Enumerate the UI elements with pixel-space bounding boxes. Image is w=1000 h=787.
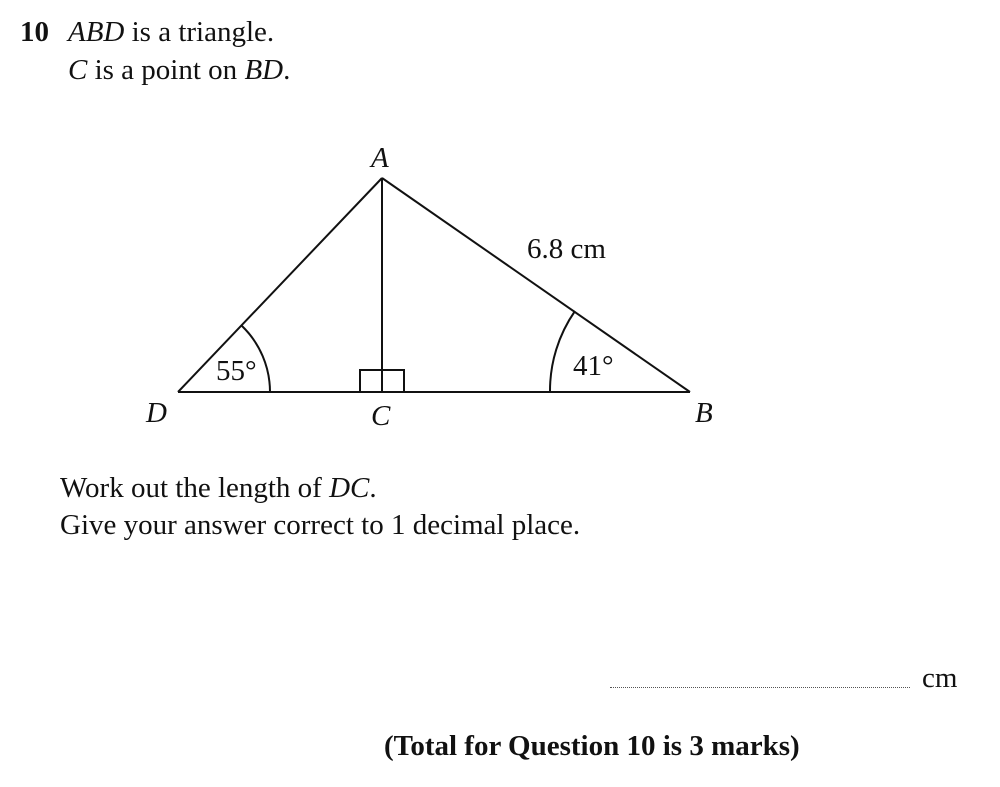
intro-text-2: is a point on [87, 54, 245, 86]
answer-line[interactable] [610, 687, 910, 688]
intro-text-1: is a triangle. [124, 16, 275, 48]
triangle-name: ABD [68, 16, 125, 48]
point-name: C [68, 54, 88, 86]
segment-name: BD [244, 54, 284, 86]
vertex-label-B: B [695, 397, 713, 429]
vertex-label-A: A [371, 142, 389, 174]
question-number: 10 [20, 16, 49, 48]
task-line-2: Give your answer correct to 1 decimal place. [60, 509, 581, 541]
side-AD [178, 178, 382, 392]
side-length-label: 6.8 cm [527, 233, 606, 265]
angle-label-D: 55° [216, 355, 257, 387]
vertex-label-D: D [146, 397, 167, 429]
side-AB [382, 178, 690, 392]
intro-end-2: . [283, 54, 291, 86]
angle-arc-B [550, 311, 575, 392]
answer-unit: cm [922, 662, 958, 694]
task-text-1: Work out the length of [60, 472, 330, 504]
angle-label-B: 41° [573, 350, 614, 382]
task-line-1 [60, 470, 377, 507]
task-end-1: . [369, 472, 377, 504]
total-marks: (Total for Question 10 is 3 marks) [384, 730, 800, 762]
task-segment: DC [329, 472, 370, 504]
vertex-label-C: C [371, 400, 391, 432]
